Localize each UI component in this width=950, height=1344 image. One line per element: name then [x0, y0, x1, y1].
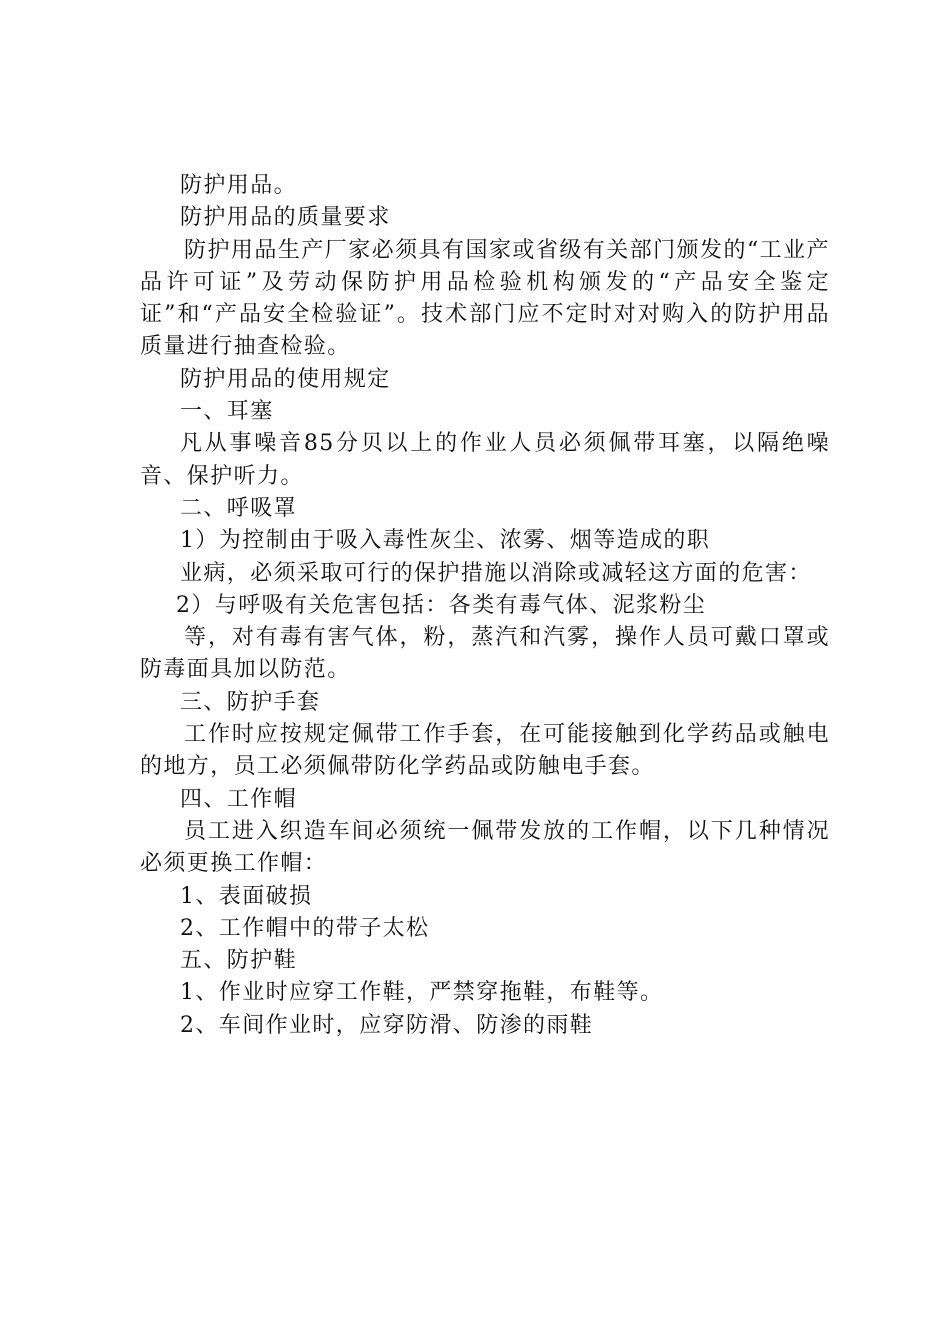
- subsection-heading: 五、防护鞋: [180, 948, 298, 974]
- document-body: [140, 170, 830, 1042]
- paragraph: 业病，必须采取可行的保护措施以消除或减轻这方面的危害：: [180, 560, 812, 586]
- paragraph: 防护用品。: [180, 173, 298, 198]
- subsection-heading: 三、防护手套: [180, 689, 321, 715]
- paragraph: 等，对有毒有害气体，粉，蒸汽和汽雾，操作人员可戴口罩或防毒面具加以防范。: [140, 625, 830, 683]
- paragraph: 防护用品生产厂家必须具有国家或省级有关部门颁发的“工业产品许可证”及劳动保防护用品检验机构颁发的“产品安全鉴定证”和“产品安全检验证”。技术部门应不定时对对购入的防护用品质量进行抽查检验。: [140, 237, 830, 360]
- section-heading: 防护用品的使用规定: [180, 366, 391, 392]
- list-item: 1、表面破损: [180, 883, 313, 909]
- subsection-heading: 四、工作帽: [180, 786, 298, 812]
- section-heading: 防护用品的质量要求: [180, 205, 391, 231]
- list-item: 2、车间作业时，应穿防滑、防渗的雨鞋: [180, 1012, 594, 1038]
- list-item: 1、作业时应穿工作鞋，严禁穿拖鞋，布鞋等。: [180, 980, 664, 1006]
- list-item: 2、工作帽中的带子太松: [180, 915, 430, 941]
- paragraph: 员工进入织造车间必须统一佩带发放的工作帽，以下几种情况必须更换工作帽：: [140, 818, 830, 877]
- list-item: 2）与呼吸有关危害包括：各类有毒气体、泥浆粉尘: [176, 592, 707, 618]
- subsection-heading: 一、耳塞: [180, 399, 274, 425]
- list-item: 1）为控制由于吸入毒性灰尘、浓雾、烟等造成的职: [180, 528, 711, 554]
- paragraph: 凡从事噪音85分贝以上的作业人员必须佩带耳塞，以隔绝噪音、保护听力。: [140, 431, 830, 489]
- paragraph: 工作时应按规定佩带工作手套，在可能接触到化学药品或触电的地方，员工必须佩带防化学药品或防触电手套。: [140, 722, 830, 780]
- subsection-heading: 二、呼吸罩: [180, 495, 298, 521]
